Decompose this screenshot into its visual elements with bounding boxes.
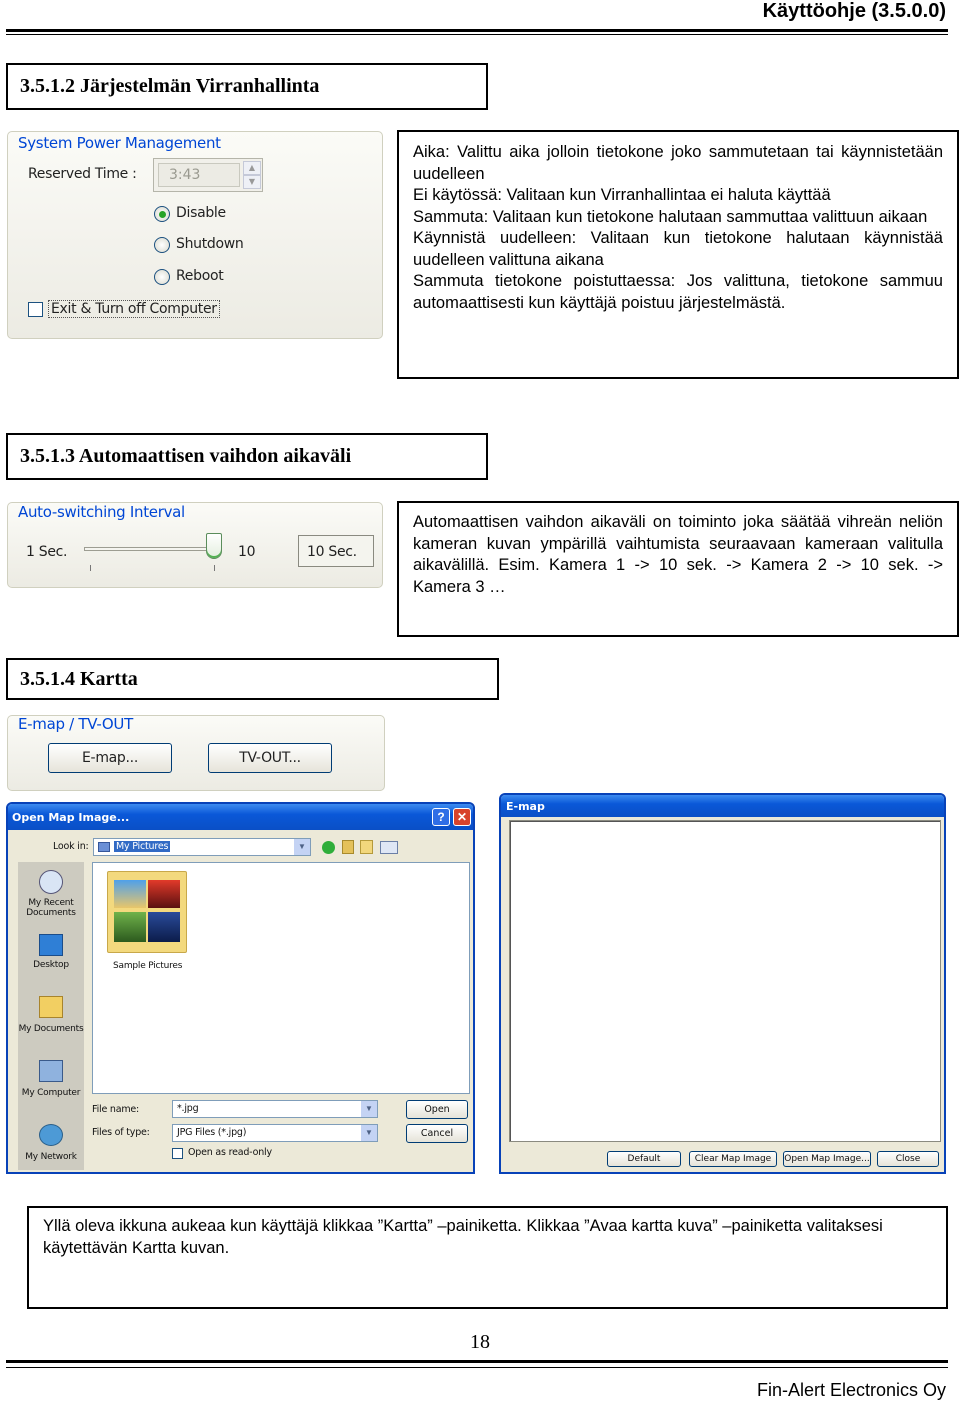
interval-slider-track[interactable] <box>84 547 220 551</box>
spinner-up-icon[interactable]: ▲ <box>243 161 261 175</box>
option-reboot-label: Reboot <box>176 268 224 284</box>
emap-button[interactable]: E-map... <box>48 743 172 773</box>
emap-titlebar <box>501 795 944 817</box>
places-bar <box>18 862 84 1170</box>
place-my-documents[interactable]: My Documents <box>18 1024 84 1034</box>
my-documents-icon[interactable] <box>39 996 63 1018</box>
recent-documents-icon[interactable] <box>39 870 63 894</box>
read-only-label: Open as read-only <box>188 1147 272 1158</box>
file-list <box>92 862 470 1094</box>
desc-line-exit: Sammuta tietokone poistuttaessa: Jos valittuna, tietokone sammuu automaattisesti kun käyttäjä poistuu järjestelmästä. <box>413 272 943 312</box>
my-network-icon[interactable] <box>39 1124 63 1146</box>
sample-pictures-label[interactable]: Sample Pictures <box>113 961 183 971</box>
thumb-green <box>114 912 146 942</box>
header-rule <box>6 29 948 35</box>
interval-panel-title: Auto-switching Interval <box>18 503 185 521</box>
desktop-icon[interactable] <box>39 934 63 956</box>
option-disable-label: Disable <box>176 205 226 221</box>
file-name-label: File name: <box>92 1104 140 1115</box>
slider-tick-max <box>214 565 215 571</box>
interval-slider-thumb[interactable] <box>206 533 222 559</box>
exit-turn-off-label: Exit & Turn off Computer <box>48 300 220 318</box>
place-my-computer[interactable]: My Computer <box>21 1088 81 1098</box>
back-icon[interactable] <box>322 841 335 854</box>
thumb-blue <box>148 912 180 942</box>
place-my-network[interactable]: My Network <box>25 1152 77 1162</box>
page-number: 18 <box>470 1331 490 1353</box>
clear-map-image-button[interactable]: Clear Map Image <box>689 1151 777 1167</box>
cancel-button[interactable]: Cancel <box>406 1124 468 1143</box>
open-map-image-button[interactable]: Open Map Image... <box>783 1151 871 1167</box>
reserved-time-spinner[interactable] <box>153 158 263 192</box>
power-panel-title: System Power Management <box>18 134 221 152</box>
reserved-time-label: Reserved Time : <box>28 166 137 182</box>
look-in-value: My Pictures <box>116 841 169 852</box>
file-name-input[interactable] <box>172 1100 378 1118</box>
open-button[interactable]: Open <box>406 1100 468 1119</box>
open-dialog-titlebar <box>8 804 473 830</box>
desc-line-shutdown: Sammuta: Valitaan kun tietokone halutaan sammuttaa valittuun aikaan <box>413 207 928 226</box>
emap-tvout-panel <box>7 715 385 791</box>
emap-panel-title: E-map / TV-OUT <box>18 715 133 733</box>
spinner-down-icon[interactable]: ▼ <box>243 175 261 189</box>
company-name: Fin-Alert Electronics Oy <box>756 1380 946 1400</box>
file-type-label: Files of type: <box>92 1127 150 1138</box>
file-name-value: *.jpg <box>177 1103 199 1114</box>
desc-line-reboot: Käynnistä uudelleen: Valitaan kun tietokone halutaan käynnistää uudelleen valittuna aikana <box>413 229 943 269</box>
chevron-down-icon[interactable]: ▼ <box>294 839 310 855</box>
my-computer-icon[interactable] <box>39 1060 63 1082</box>
sample-pictures-folder-icon[interactable] <box>107 871 187 953</box>
up-folder-icon[interactable] <box>342 840 354 854</box>
place-recent-documents[interactable]: My Recent Documents <box>26 898 76 918</box>
thumb-red <box>148 880 180 908</box>
file-type-dropdown-icon[interactable]: ▼ <box>361 1125 377 1141</box>
radio-disable[interactable] <box>154 206 170 222</box>
close-icon[interactable]: ✕ <box>453 808 471 826</box>
footer-rule <box>6 1360 948 1368</box>
section-heading-map: 3.5.1.4 Kartta <box>6 658 499 700</box>
file-type-select[interactable] <box>172 1124 378 1142</box>
interval-description-box <box>397 501 959 637</box>
reserved-time-value[interactable]: 3:43 <box>158 163 240 187</box>
open-map-dialog <box>6 802 475 1174</box>
power-management-panel <box>7 131 383 339</box>
interval-value-display: 10 Sec. <box>298 535 374 567</box>
thumb-sunset <box>114 880 146 908</box>
place-desktop[interactable]: Desktop <box>33 960 69 970</box>
tvout-button[interactable]: TV-OUT... <box>208 743 332 773</box>
option-shutdown-label: Shutdown <box>176 236 244 252</box>
view-menu-icon[interactable] <box>380 841 398 854</box>
folder-icon <box>98 842 110 852</box>
file-name-dropdown-icon[interactable]: ▼ <box>361 1101 377 1117</box>
default-button[interactable]: Default <box>607 1151 681 1167</box>
emap-window-title: E-map <box>506 800 545 813</box>
power-description-box <box>397 130 959 379</box>
help-icon[interactable]: ? <box>432 808 450 826</box>
interval-description: Automaattisen vaihdon aikaväli on toiminto joka säätää vihreän neliön kameran kuvan ympärillä vaihtumista seuraavaan kameraan valitulla aikavälillä. Esim. Kamera 1 -> 10 sek. -> Kamera 2 -> 10 sek. -> Kamera 3 … <box>413 513 943 596</box>
close-button[interactable]: Close <box>877 1151 939 1167</box>
look-in-label: Look in: <box>53 841 89 852</box>
map-canvas[interactable] <box>509 820 941 1142</box>
slider-tick-min <box>90 565 91 571</box>
radio-shutdown[interactable] <box>154 237 170 253</box>
interval-max-label: 10 <box>238 544 256 560</box>
desc-line-disable: Ei käytössä: Valitaan kun Virranhallintaa ei haluta käyttää <box>413 186 831 204</box>
document-title: Käyttöohje (3.5.0.0) <box>762 0 946 22</box>
map-description-box <box>27 1206 948 1309</box>
desc-line-time: Aika: Valittu aika jolloin tietokone joko sammutetaan tai käynnistetään uudelleen <box>413 143 943 183</box>
auto-switching-panel <box>7 502 383 588</box>
radio-reboot[interactable] <box>154 269 170 285</box>
emap-window <box>499 793 946 1174</box>
read-only-checkbox[interactable] <box>172 1148 183 1159</box>
section-heading-interval: 3.5.1.3 Automaattisen vaihdon aikaväli <box>6 433 488 480</box>
new-folder-icon[interactable] <box>360 840 373 854</box>
map-description: Yllä oleva ikkuna aukeaa kun käyttäjä klikkaa ”Kartta” –painiketta. Klikkaa ”Avaa kartta kuva” –painiketta valitaksesi käytettävän Kartta kuvan. <box>43 1217 883 1257</box>
open-dialog-title: Open Map Image... <box>12 811 130 824</box>
section-heading-power: 3.5.1.2 Järjestelmän Virranhallinta <box>6 63 488 110</box>
file-type-value: JPG Files (*.jpg) <box>177 1127 247 1138</box>
look-in-select[interactable] <box>93 838 311 856</box>
interval-min-label: 1 Sec. <box>26 544 68 560</box>
exit-turn-off-checkbox[interactable] <box>28 302 43 317</box>
